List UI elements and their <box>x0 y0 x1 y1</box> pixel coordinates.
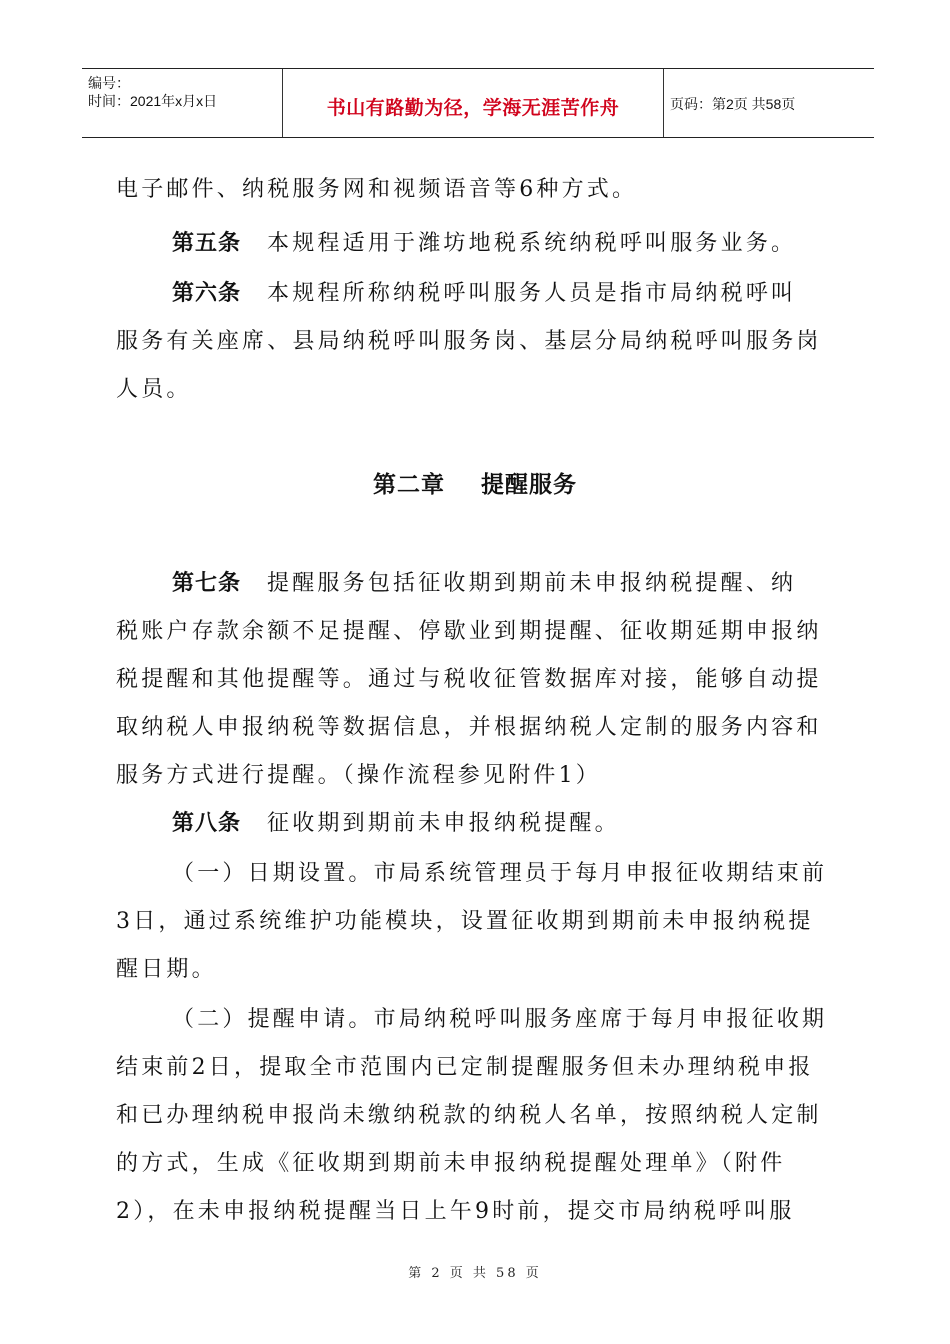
article-6-line: 第六条 本规程所称纳税呼叫服务人员是指市局纳税呼叫 <box>172 281 797 306</box>
article-5-line: 第五条 本规程适用于潍坊地税系统纳税呼叫服务业务。 <box>172 231 797 256</box>
time-label: 时间：2021年x月x日 <box>88 93 218 109</box>
paragraph-line: 税提醒和其他提醒等。通过与税收征管数据库对接，能够自动提 <box>116 667 822 692</box>
paragraph-line: 3日，通过系统维护功能模块，设置征收期到期前未申报纳税提 <box>116 909 814 934</box>
article-number: 第八条 <box>172 811 242 836</box>
paragraph-line: 服务有关座席、县局纳税呼叫服务岗、基层分局纳税呼叫服务岗 <box>116 329 822 354</box>
paragraph-line: 结束前2日，提取全市范围内已定制提醒服务但未办理纳税申报 <box>116 1055 814 1080</box>
article-7-line: 第七条 提醒服务包括征收期到期前未申报纳税提醒、纳 <box>172 571 797 596</box>
article-number: 第五条 <box>172 231 242 256</box>
paragraph-line: 电子邮件、纳税服务网和视频语音等6种方式。 <box>116 177 638 202</box>
paragraph-line: 2），在未申报纳税提醒当日上午9时前，提交市局纳税呼叫服 <box>116 1199 795 1224</box>
header-page-cell <box>662 69 874 137</box>
paragraph-line: 取纳税人申报纳税等数据信息，并根据纳税人定制的服务内容和 <box>116 715 822 740</box>
article-8-line: 第八条 征收期到期前未申报纳税提醒。 <box>172 811 620 836</box>
header-motto-cell <box>282 69 664 137</box>
paragraph-line: 的方式，生成《征收期到期前未申报纳税提醒处理单》（附件 <box>116 1151 786 1176</box>
motto-text: 书山有路勤为径，学海无涯苦作舟 <box>326 97 620 119</box>
paragraph-line: （一）日期设置。市局系统管理员于每月申报征收期结束前 <box>172 861 828 886</box>
paragraph-line: 人员。 <box>116 377 192 402</box>
paragraph-line: 税账户存款余额不足提醒、停歇业到期提醒、征收期延期申报纳 <box>116 619 822 644</box>
page-footer: 第 2 页 共 58 页 <box>408 1266 542 1281</box>
number-label: 编号： <box>88 75 130 91</box>
article-number: 第七条 <box>172 571 242 596</box>
paragraph-line: 和已办理纳税申报尚未缴纳税款的纳税人名单，按照纳税人定制 <box>116 1103 822 1128</box>
document-header <box>82 68 874 138</box>
chapter-title: 第二章 提醒服务 <box>372 472 578 498</box>
paragraph-line: 服务方式进行提醒。（操作流程参见附件1） <box>116 763 601 788</box>
header-meta-cell <box>82 69 282 137</box>
paragraph-line: 醒日期。 <box>116 957 217 982</box>
paragraph-line: （二）提醒申请。市局纳税呼叫服务座席于每月申报征收期 <box>172 1007 828 1032</box>
article-number: 第六条 <box>172 281 242 306</box>
page-info: 页码：第2页 共58页 <box>670 96 796 112</box>
